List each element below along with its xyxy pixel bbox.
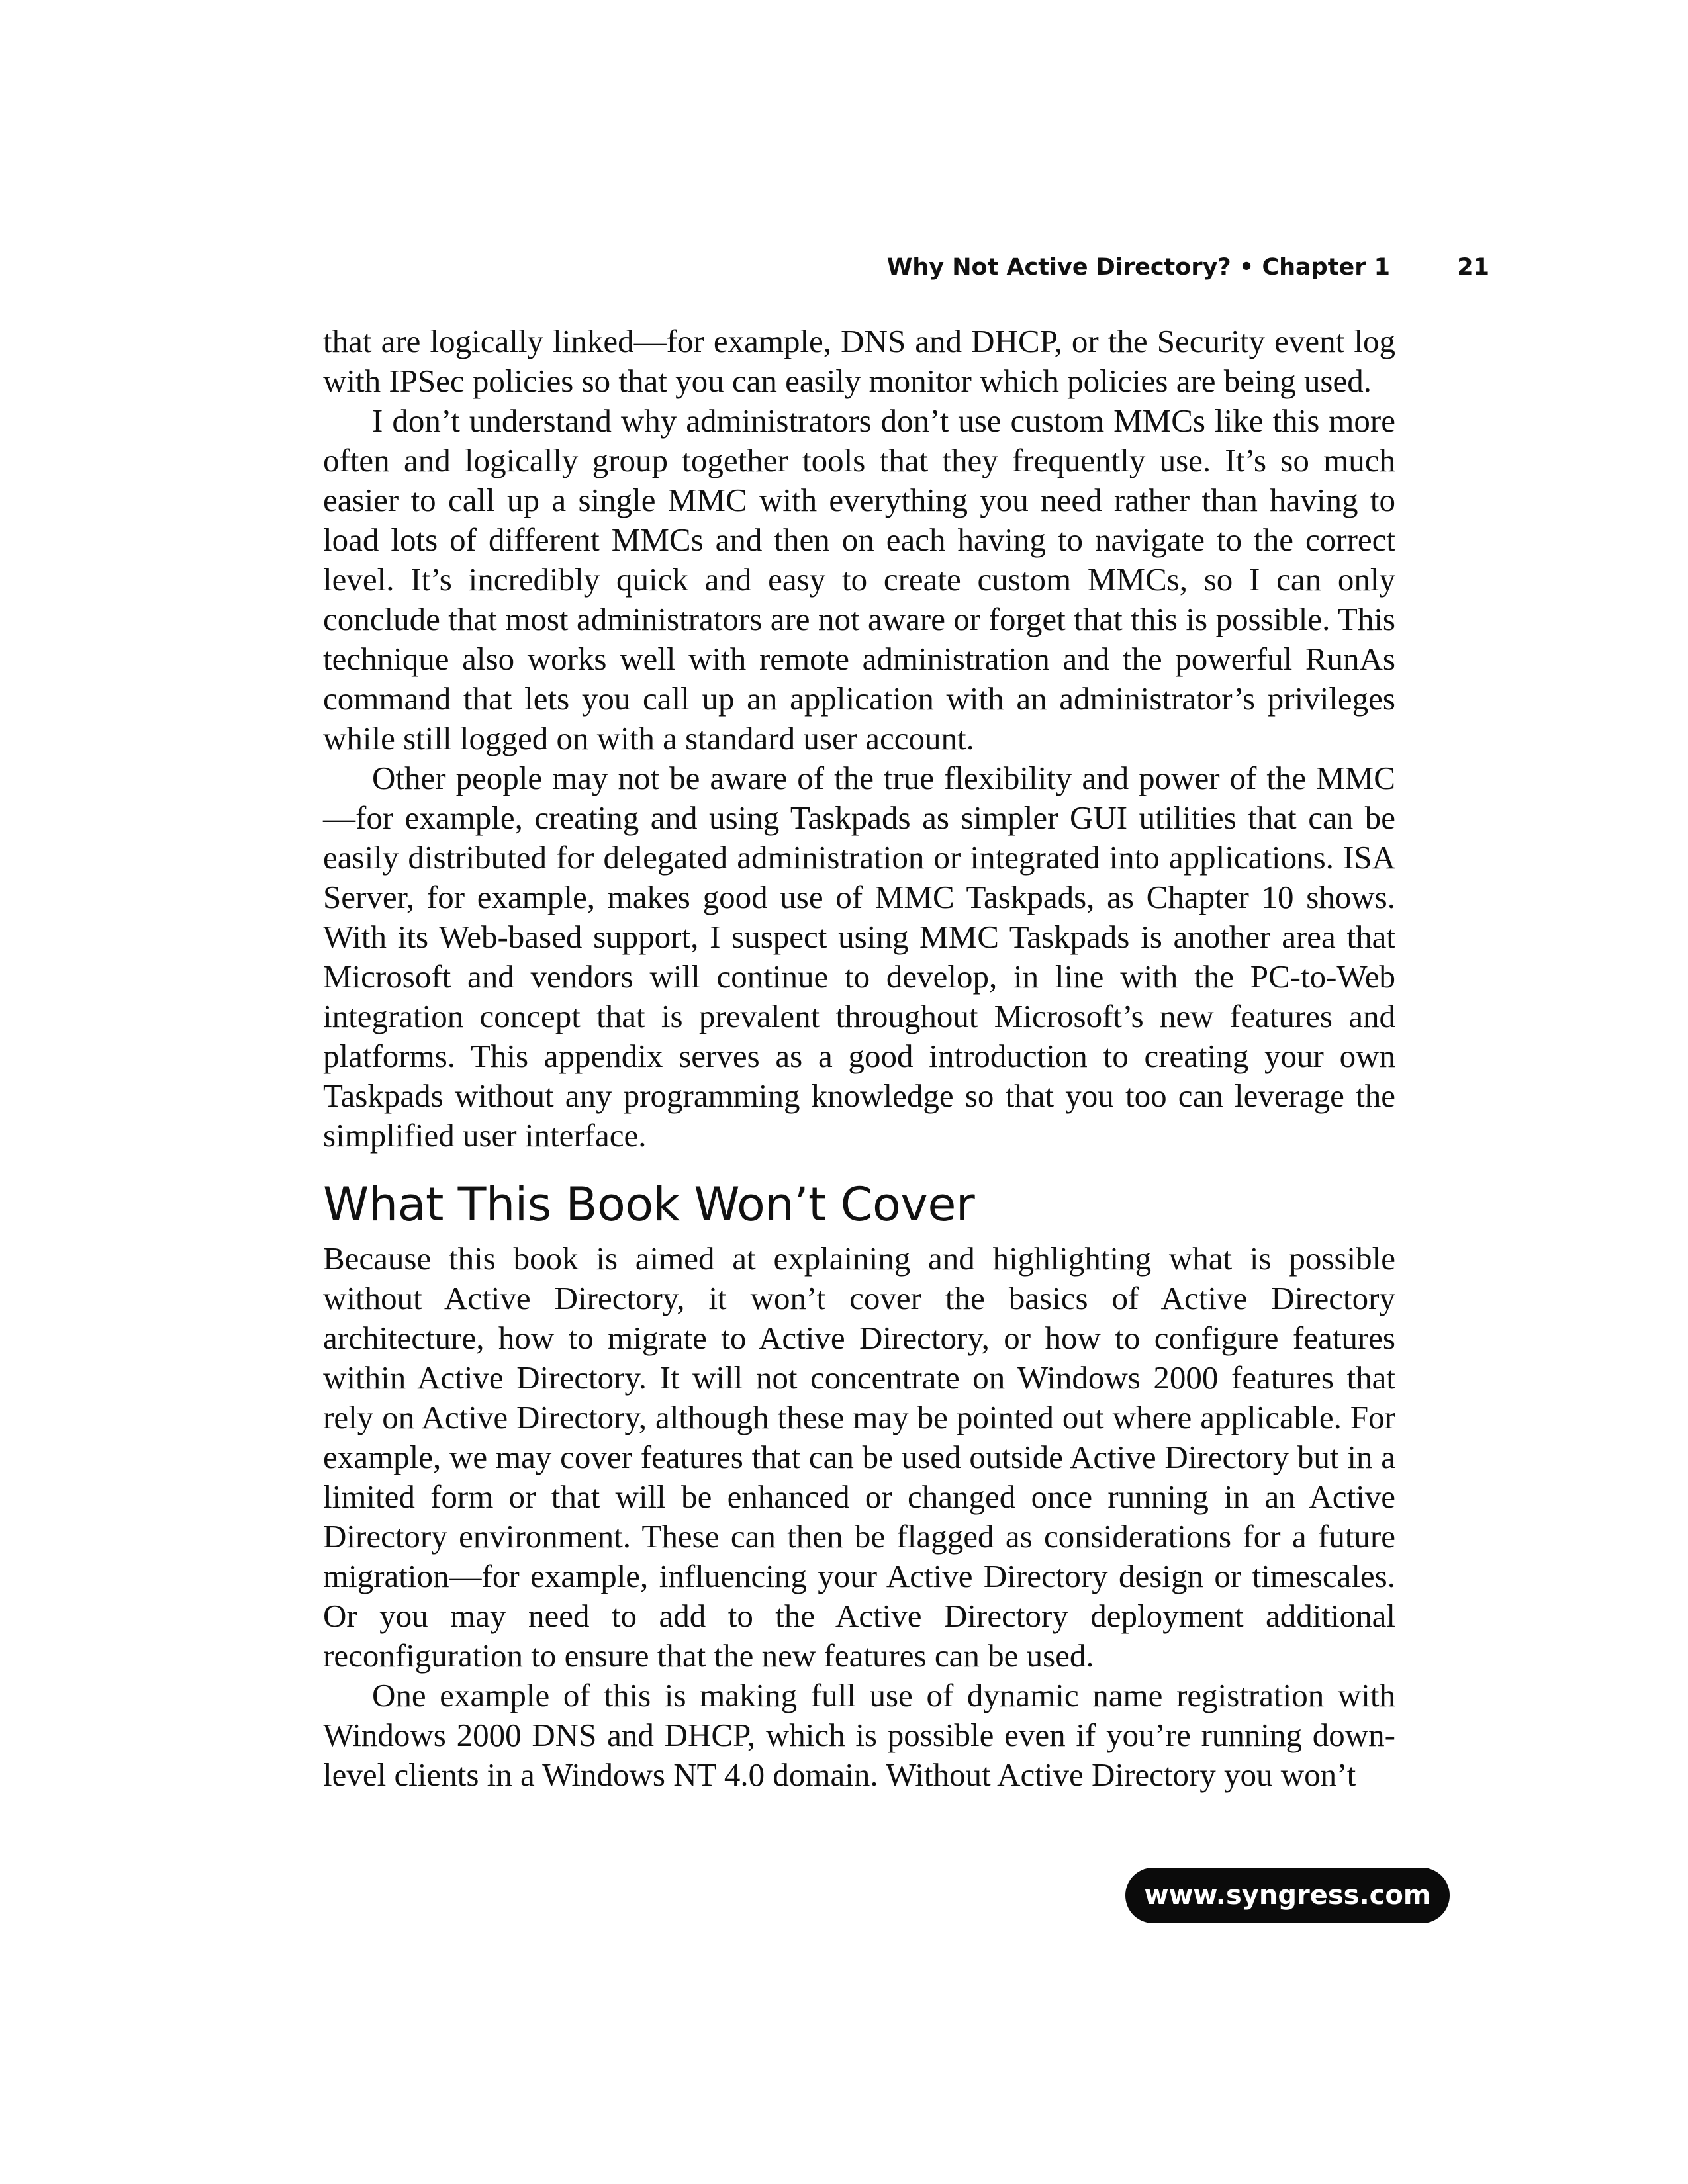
publisher-website-badge: www.syngress.com xyxy=(1125,1868,1450,1923)
page-body xyxy=(323,322,1395,1795)
body-paragraph: Because this book is aimed at explaining and highlighting what is possible without Active Directory, it won’t cover the basics of Active Directory architecture, how to migrate to Active Directory, or how to configure features within Active Directory. It will not concentrate on Windows 2000 features that rely on Active Directory, although these may be pointed out where applicable. For example, we may cover features that can be used outside Active Directory but in a limited form or that will be enhanced or changed once running in an Active Directory environment. These can then be flagged as considerations for a future migration—for example, influencing your Active Directory design or timescales. Or you may need to add to the Active Directory deployment additional reconfiguration to ensure that the new features can be used. xyxy=(323,1240,1395,1674)
body-paragraph: that are logically linked—for example, DNS and DHCP, or the Security event log with IPSec policies so that you can easily monitor which policies are being used. xyxy=(323,323,1395,399)
running-header xyxy=(728,248,1489,287)
running-title: Why Not Active Directory? • Chapter 1 xyxy=(886,254,1390,281)
section-heading: What This Book Won’t Cover xyxy=(323,1177,975,1232)
body-paragraph: One example of this is making full use of dynamic name registration with Windows 2000 DNS and DHCP, which is possible even if you’re running down-level clients in a Windows NT 4.0 domain. Without Active Directory you won’t xyxy=(323,1677,1395,1793)
body-paragraph: I don’t understand why administrators don’t use custom MMCs like this more often and logically group together tools that they frequently use. It’s so much easier to call up a single MMC with everything you need rather than having to load lots of different MMCs and then on each having to navigate to the correct level. It’s incredibly quick and easy to create custom MMCs, so I can only conclude that most administrators are not aware or forget that this is possible. This technique also works well with remote administration and the powerful RunAs command that lets you call up an application with an administrator’s privileges while still logged on with a standard user account. xyxy=(323,402,1395,756)
body-paragraph: Other people may not be aware of the true flexibility and power of the MMC—for example, creating and using Taskpads as simpler GUI utilities that can be easily distributed for delegated administration or integrated into applications. ISA Server, for example, makes good use of MMC Taskpads, as Chapter 10 shows. With its Web-based support, I suspect using MMC Taskpads is another area that Microsoft and vendors will continue to develop, in line with the PC-to-Web integration concept that is prevalent throughout Microsoft’s new features and platforms. This appendix serves as a good introduction to creating your own Taskpads without any programming knowledge so that you too can leverage the simplified user interface. xyxy=(323,760,1395,1154)
page-number: 21 xyxy=(1457,254,1489,281)
